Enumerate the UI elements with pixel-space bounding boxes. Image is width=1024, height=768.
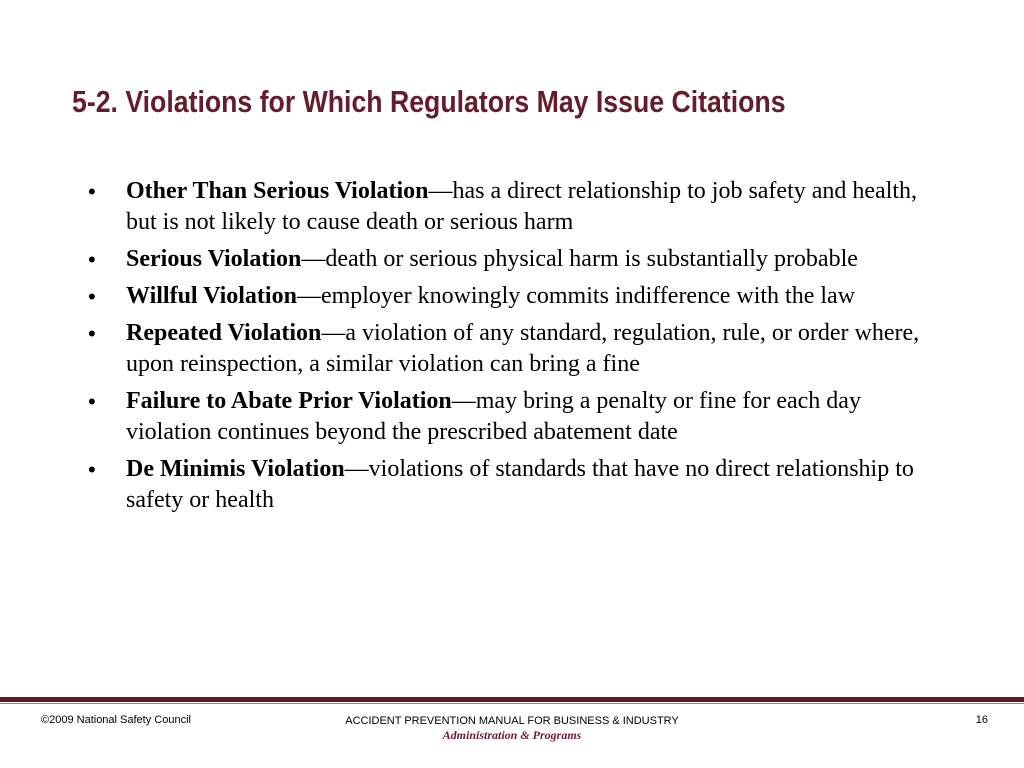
violation-description: —violations of standards that have no direct relationship to safety or health [126,456,914,513]
footer-divider [0,697,1024,702]
bullet-icon: • [88,247,96,272]
violation-description: —has a direct relationship to job safety and health, but is not likely to cause death or serious harm [126,178,918,235]
page-number: 16 [975,714,988,726]
bullet-icon: • [88,389,96,414]
footer-manual-title: ACCIDENT PREVENTION MANUAL FOR BUSINESS & INDUSTRY [345,715,679,727]
bullet-icon: • [88,284,96,309]
violation-term: Failure to Abate Prior Violation [126,388,452,414]
violation-description: —death or serious physical harm is substantially probable [301,246,858,272]
violation-term: Other Than Serious Violation [126,178,429,204]
violation-term: Willful Violation [126,283,297,309]
violation-description: —may bring a penalty or fine for each day violation continues beyond the prescribed abatement date [126,388,861,445]
list-item [88,281,938,312]
list-item [88,318,938,380]
footer-manual-info [262,714,762,742]
violation-term: Serious Violation [126,246,302,272]
bullet-icon: • [88,457,96,482]
violation-description: —a violation of any standard, regulation, rule, or order where, upon reinspection, a similar violation can bring a fine [126,320,920,377]
bullet-icon: • [88,179,96,204]
violation-description: —employer knowingly commits indifference with the law [296,283,856,309]
list-item [88,386,938,448]
violation-list [88,176,938,522]
violation-term: De Minimis Violation [126,456,345,482]
list-item [88,244,938,275]
list-item [88,176,938,238]
footer-copyright: ©2009 National Safety Council [41,714,191,726]
footer-divider-thin [0,703,1024,704]
slide-title: 5-2. Violations for Which Regulators May Issue Citations [72,84,786,119]
bullet-icon: • [88,321,96,346]
footer-volume-title: Administration & Programs [442,728,582,742]
list-item [88,454,938,516]
violation-term: Repeated Violation [126,320,322,346]
